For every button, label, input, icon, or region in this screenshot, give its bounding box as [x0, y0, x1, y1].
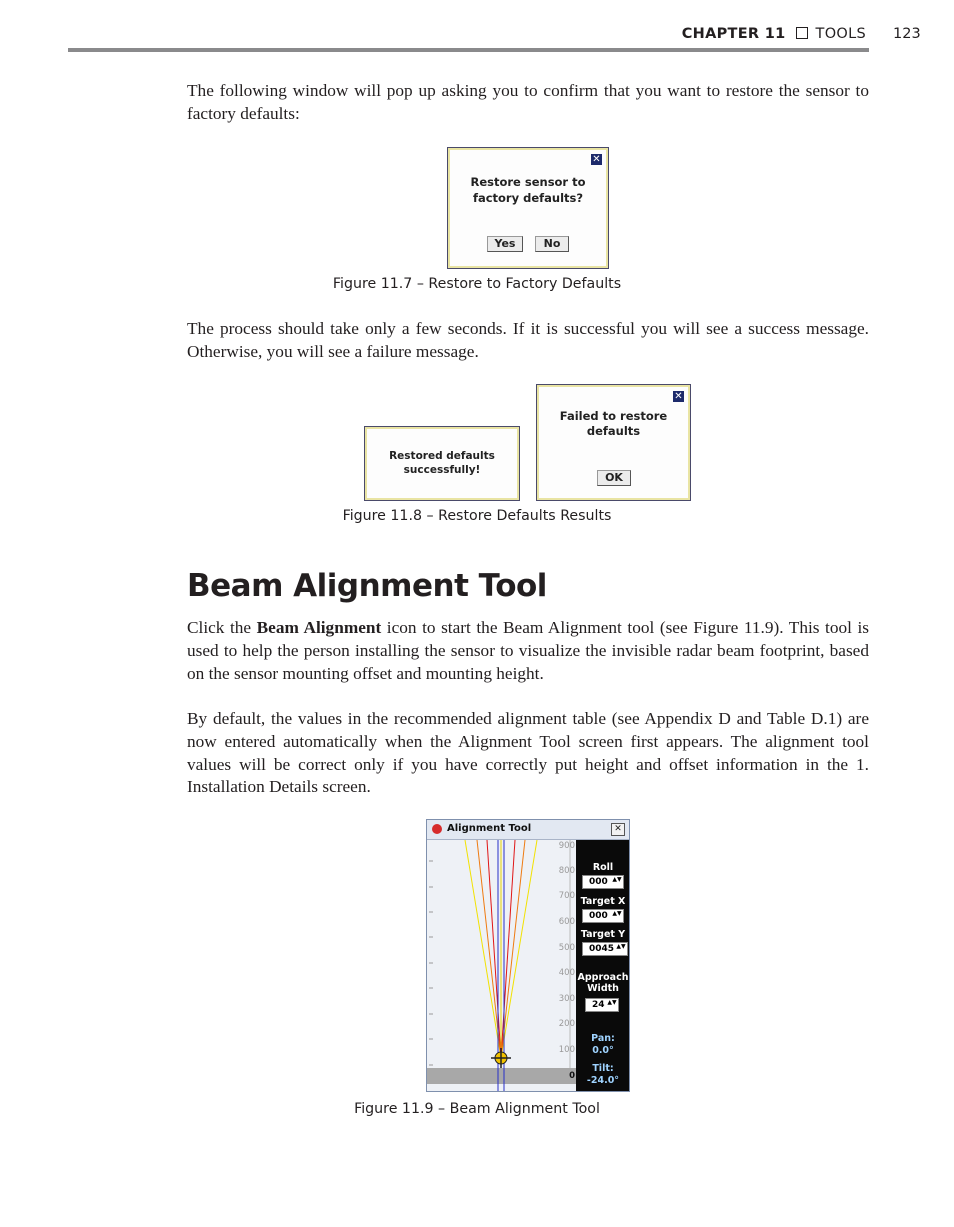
success-message-line-2: successfully!: [403, 464, 481, 476]
bold-term: Beam Alignment: [256, 618, 382, 637]
control-panel: [576, 840, 630, 1092]
approach-label-line-1: Approach: [577, 972, 629, 983]
target-x-stepper[interactable]: [582, 909, 624, 923]
no-button[interactable]: No: [535, 236, 569, 252]
scale-label: 900: [558, 841, 575, 851]
failure-message-line-1: Failed to restore: [559, 409, 668, 423]
spin-arrows-icon[interactable]: ▲▼: [612, 876, 622, 883]
paragraph-default-values: By default, the values in the recommended alignment table (see Appendix D and Table D.1) are now entered automatically when the Alignment Tool screen first appears. The alignment tool values will be correct only if you have correctly put height and offset information in the 1. Installation Details screen.: [187, 709, 869, 797]
spin-arrows-icon[interactable]: ▲▼: [616, 943, 626, 950]
approach-label-line-2: Width: [587, 983, 619, 994]
ground-strip: [427, 1068, 576, 1084]
scale-label: 700: [558, 891, 575, 901]
paragraph-restore-intro: The following window will pop up asking you to confirm that you want to restore the sensor to factory defaults:: [187, 81, 869, 123]
failure-message: [539, 409, 688, 439]
figure-caption-11-9: Figure 11.9 – Beam Alignment Tool: [354, 1101, 600, 1117]
paragraph-text: icon to start the Beam Alignment tool (see Figure 11.9). This tool is used to help the person installing the sensor to visualize the invisible radar beam footprint, based on the sensor mounting offset and mounting height.: [187, 618, 869, 683]
target-y-label: Target Y: [580, 929, 626, 940]
pan-label: Pan:: [591, 1033, 615, 1044]
sensor-marker-icon: [491, 1048, 511, 1068]
success-message-line-1: Restored defaults: [389, 450, 495, 462]
tilt-value: -24.0°: [586, 1075, 620, 1086]
failure-message-line-2: defaults: [586, 424, 641, 438]
page-number: 123: [893, 26, 921, 42]
paragraph-process-result: The process should take only a few seconds. If it is successful you will see a success message. Otherwise, you will see a failure message.: [187, 319, 869, 361]
scale-label: 200: [558, 1019, 575, 1029]
close-icon[interactable]: ✕: [592, 154, 601, 165]
window-title: Alignment Tool: [447, 823, 532, 834]
success-message: [367, 449, 517, 477]
app-logo-icon: [432, 824, 442, 834]
roll-value: 000: [589, 877, 608, 887]
spin-arrows-icon[interactable]: ▲▼: [607, 999, 617, 1006]
roll-label: Roll: [592, 862, 614, 873]
target-y-stepper[interactable]: [582, 942, 628, 956]
yes-button[interactable]: Yes: [487, 236, 523, 252]
scale-labels: [559, 841, 575, 1081]
scale-label: 500: [558, 943, 575, 953]
failure-dialog: [537, 385, 690, 500]
left-ticks: [429, 861, 433, 1065]
ok-button[interactable]: OK: [597, 470, 631, 486]
scale-label: 600: [558, 917, 575, 927]
header-rule: [68, 48, 869, 52]
target-x-value: 000: [589, 911, 608, 921]
figure-caption-11-7: Figure 11.7 – Restore to Factory Defaults: [332, 276, 622, 292]
spin-arrows-icon[interactable]: ▲▼: [612, 910, 622, 917]
close-icon[interactable]: ✕: [611, 823, 625, 836]
paragraph-text: Click the: [187, 618, 257, 637]
beam-canvas[interactable]: [427, 840, 576, 1092]
scale-label: 100: [558, 1045, 575, 1055]
target-x-label: Target X: [580, 896, 626, 907]
pan-value: 0.0°: [592, 1045, 614, 1056]
chapter-label: CHAPTER 11: [681, 26, 786, 42]
approach-width-value: 24: [592, 1000, 605, 1010]
dialog-message-line-1: Restore sensor to: [470, 175, 586, 189]
window-titlebar: [427, 820, 629, 840]
roll-stepper[interactable]: [582, 875, 624, 889]
restore-confirm-dialog: [448, 148, 608, 268]
tilt-label: Tilt:: [592, 1063, 614, 1074]
alignment-tool-window: [426, 819, 630, 1092]
dialog-message-line-2: factory defaults?: [472, 191, 584, 205]
running-header: [682, 26, 866, 42]
section-label: TOOLS: [815, 26, 866, 42]
dialog-message: [450, 174, 606, 206]
paragraph-beam-intro: [187, 617, 869, 685]
scale-label: 0: [569, 1071, 575, 1081]
square-separator-icon: [796, 27, 808, 39]
success-dialog: [365, 427, 519, 500]
approach-width-stepper[interactable]: [585, 998, 619, 1012]
approach-width-label: [576, 972, 630, 994]
section-heading: Beam Alignment Tool: [187, 568, 547, 604]
figure-caption-11-8: Figure 11.8 – Restore Defaults Results: [342, 508, 612, 524]
scale-label: 800: [558, 866, 575, 876]
scale-label: 400: [558, 968, 575, 978]
close-icon[interactable]: ✕: [674, 391, 683, 402]
scale-label: 300: [558, 994, 575, 1004]
target-y-value: 0045: [589, 944, 615, 954]
